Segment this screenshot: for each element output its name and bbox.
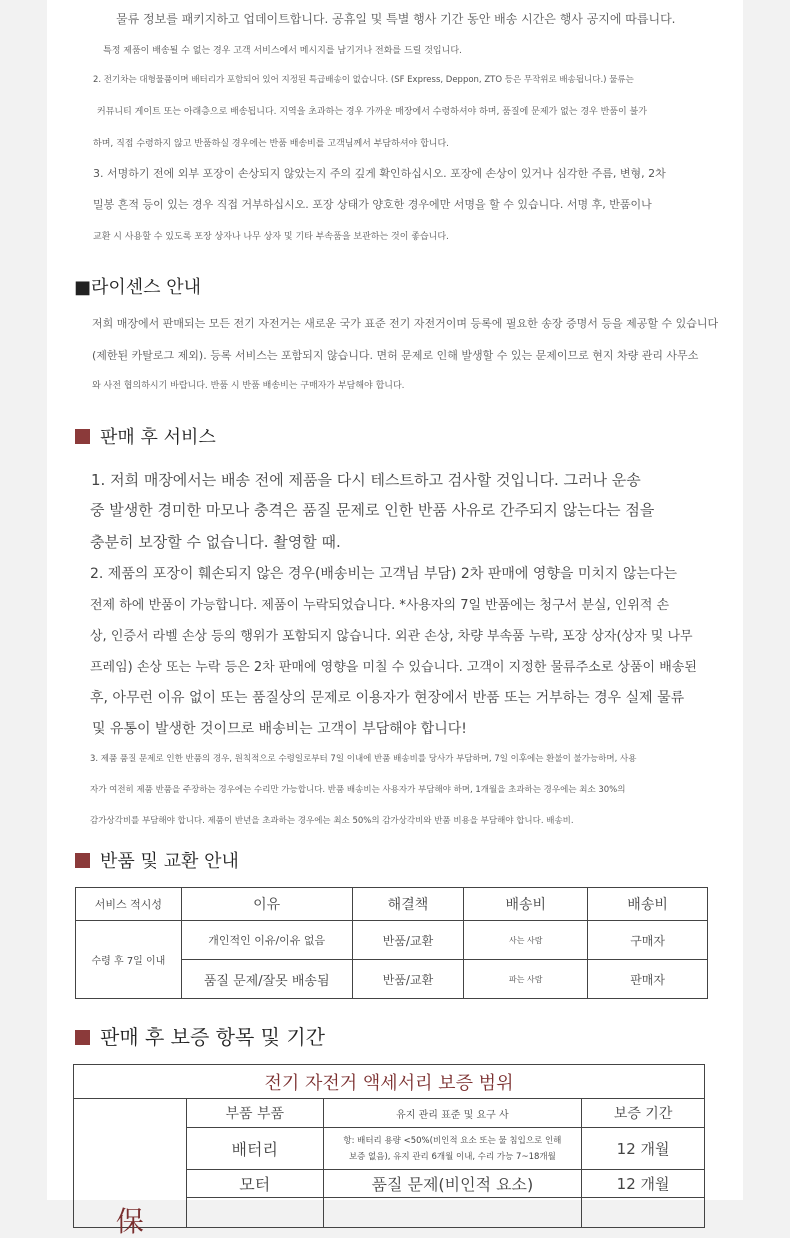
- standard-cell: 품질 문제(비인적 요소): [323, 1170, 582, 1198]
- section-square-icon: [75, 429, 90, 444]
- table-header-cell: 유지 관리 표준 및 요구 사: [323, 1099, 582, 1128]
- empty-cell: [323, 1198, 582, 1228]
- table-header-cell: 배송비: [588, 888, 708, 921]
- after-sales-text-line: 충분히 보장할 수 없습니다. 촬영할 때.: [90, 533, 341, 551]
- after-sales-heading: [75, 423, 216, 449]
- standard-line: 항: 배터리 용량 <50%(비인적 요소 또는 물 침입으로 인해: [343, 1135, 562, 1146]
- returns-heading: [75, 847, 239, 873]
- returns-table: [75, 887, 708, 999]
- shipping-text-line: 3. 서명하기 전에 외부 포장이 손상되지 않았는지 주의 깊게 확인하십시오. 포장에 손상이 있거나 심각한 주름, 변형, 2차: [93, 167, 666, 180]
- reason-cell: 품질 문제/잘못 배송됨: [181, 960, 352, 999]
- warranty-heading: [75, 1021, 325, 1050]
- table-header-cell: 보증 기간: [582, 1099, 705, 1128]
- period-cell: 수령 후 7일 이내: [76, 921, 182, 999]
- after-sales-text-line: 중 발생한 경미한 마모나 충격은 품질 문제로 인한 반품 사유로 간주되지 않는다는 점을: [90, 501, 655, 519]
- standard-cell: [323, 1128, 582, 1170]
- empty-cell: [186, 1198, 323, 1228]
- after-sales-text-line: 1. 저희 매장에서는 배송 전에 제품을 다시 테스트하고 검사할 것입니다. 그러나 운송: [91, 471, 641, 489]
- warranty-table: [73, 1064, 705, 1238]
- shipping-text-line: 하며, 직접 수령하지 않고 반품하실 경우에는 반품 배송비를 고객님께서 부담하셔야 합니다.: [93, 139, 450, 149]
- table-title-row: [74, 1065, 705, 1099]
- side-char-cell: [74, 1099, 187, 1238]
- after-sales-text-line: 전제 하에 반품이 가능합니다. 제품이 누락되었습니다. *사용자의 7일 반품에는 청구서 분실, 인위적 손: [90, 598, 670, 613]
- fee-cell: 판매자: [588, 960, 708, 999]
- license-text-line: (제한된 카탈로그 제외). 등록 서비스는 포함되지 않습니다. 면허 문제로 인해 발생할 수 있는 문제이므로 현지 차량 관리 사무소: [92, 349, 699, 362]
- after-sales-text-line: 3. 제품 품질 문제로 인한 반품의 경우, 원칙적으로 수령일로부터 7일 이내에 반품 배송비를 당사가 부담하며, 7일 이후에는 환불이 불가능하며, 사용: [90, 754, 637, 764]
- table-header-cell: 배송비: [464, 888, 588, 921]
- warranty-table-title: 전기 자전거 액세서리 보증 범위: [74, 1065, 705, 1099]
- after-sales-heading-label: 판매 후 서비스: [100, 427, 216, 448]
- warranty-heading-label: 판매 후 보증 항목 및 기간: [100, 1025, 325, 1049]
- solution-cell: 반품/교환: [352, 921, 464, 960]
- table-header-cell: 부품 부품: [186, 1099, 323, 1128]
- table-header-row: [76, 888, 708, 921]
- fee-cell: 파는 사람: [464, 960, 588, 999]
- after-sales-text-line: 및 유통이 발생한 것이므로 배송비는 고객이 부담해야 합니다!: [92, 721, 467, 737]
- shipping-text-line: 2. 전기차는 대형물품이며 배터리가 포함되어 있어 지정된 특급배송이 없습니다. (SF Express, Deppon, ZTO 등은 무작위로 배송됩니다.) 물류는: [93, 75, 634, 85]
- period-cell: 12 개월: [582, 1170, 705, 1198]
- table-row: [76, 921, 708, 960]
- license-text-line: 와 사전 협의하시기 바랍니다. 반품 시 반품 배송비는 구매자가 부담해야 합니다.: [92, 381, 405, 391]
- after-sales-text-line: 감가상각비를 부담해야 합니다. 제품이 반년을 초과하는 경우에는 최소 50%의 감가상각비와 반품 비용을 부담해야 합니다. 배송비.: [90, 816, 574, 826]
- after-sales-text-line: 후, 아무런 이유 없이 또는 품질상의 문제로 이용자가 현장에서 반품 또는 거부하는 경우 실제 물류: [90, 690, 685, 706]
- fee-cell: 구매자: [588, 921, 708, 960]
- table-header-row: [74, 1099, 705, 1128]
- solution-cell: 반품/교환: [352, 960, 464, 999]
- standard-line: 보증 없음), 유지 관리 6개월 이내, 수리 가능 7~18개월: [348, 1151, 556, 1162]
- after-sales-text-line: 2. 제품의 포장이 훼손되지 않은 경우(배송비는 고객님 부담) 2차 판매에 영향을 미치지 않는다는: [90, 566, 677, 582]
- after-sales-text-line: 상, 인증서 라벨 손상 등의 행위가 포함되지 않습니다. 외관 손상, 차량 부속품 누락, 포장 상자(상자 및 나무: [90, 629, 693, 644]
- section-square-icon: [75, 1030, 90, 1045]
- fee-cell: 사는 사람: [464, 921, 588, 960]
- table-header-cell: 이유: [181, 888, 352, 921]
- shipping-text-line: 특정 제품이 배송될 수 없는 경우 고객 서비스에서 메시지를 남기거나 전화를 드릴 것입니다.: [103, 46, 462, 56]
- after-sales-text-line: 프레임) 손상 또는 누락 등은 2차 판매에 영향을 미칠 수 있습니다. 고객이 지정한 물류주소로 상품이 배송된: [90, 660, 697, 675]
- period-cell: 12 개월: [582, 1128, 705, 1170]
- table-header-cell: 해결책: [352, 888, 464, 921]
- part-cell: 모터: [186, 1170, 323, 1198]
- table-header-cell: 서비스 적시성: [76, 888, 182, 921]
- empty-cell: [582, 1198, 705, 1228]
- shipping-text-line: 교환 시 사용할 수 있도록 포장 상자나 나무 상자 및 기타 부속품을 보관하는 것이 좋습니다.: [93, 232, 449, 242]
- after-sales-text-line: 자가 여전히 제품 반품을 주장하는 경우에는 수리만 가능합니다. 반품 배송비는 사용자가 부담해야 하며, 1개월을 초과하는 경우에는 최소 30%의: [90, 785, 626, 795]
- license-text-line: 저희 매장에서 판매되는 모든 전기 자전거는 새로운 국가 표준 전기 자전거이며 등록에 필요한 송장 증명서 등을 제공할 수 있습니다: [92, 317, 719, 330]
- shipping-text-line: 물류 정보를 패키지하고 업데이트합니다. 공휴일 및 특별 행사 기간 동안 배송 시간은 행사 공지에 따릅니다.: [116, 12, 676, 26]
- license-heading: ■라이센스 안내: [74, 277, 202, 298]
- section-square-icon: [75, 853, 90, 868]
- side-char: 保: [115, 1205, 144, 1238]
- reason-cell: 개인적인 이유/이유 없음: [181, 921, 352, 960]
- product-detail-page: [47, 0, 743, 1238]
- shipping-text-line: 밀봉 흔적 등이 있는 경우 직접 거부하십시오. 포장 상태가 양호한 경우에만 서명을 할 수 있습니다. 서명 후, 반품이나: [93, 198, 652, 211]
- returns-heading-label: 반품 및 교환 안내: [100, 851, 239, 872]
- shipping-text-line: 커뮤니티 게이트 또는 아래층으로 배송됩니다. 지역을 초과하는 경우 가까운 매장에서 수령하셔야 하며, 품질에 문제가 없는 경우 반품이 불가: [97, 107, 647, 117]
- part-cell: 배터리: [186, 1128, 323, 1170]
